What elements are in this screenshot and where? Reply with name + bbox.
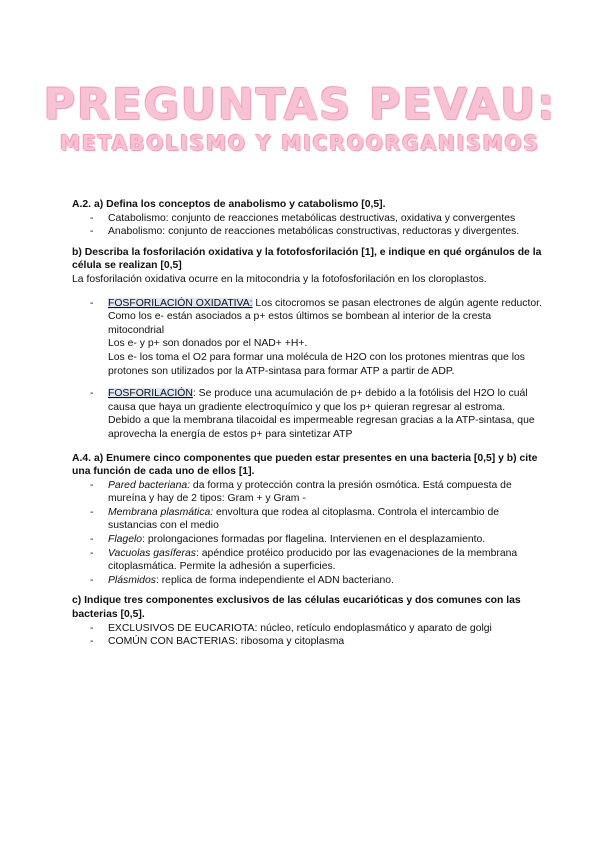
dash-bullet: -: [90, 388, 94, 400]
list-item: [72, 533, 542, 547]
list-item-text: Los citocromos se pasan electrones de algún agente reductor. Como los e- están asociados a p+ estos últimos se bombean al interior de la cresta mitocondrial: [108, 297, 542, 336]
dash-bullet: -: [90, 636, 94, 648]
document-body: [72, 198, 542, 649]
dash-bullet: -: [90, 506, 94, 518]
question-a4-list: [72, 479, 542, 588]
list-item-text: Anabolismo: conjunto de reacciones metabólicas constructivas, reductoras y divergentes.: [108, 226, 520, 238]
list-item: [72, 635, 542, 649]
question-c-eucariotas: c) Indique tres componentes exclusivos de las células eucarióticas y dos comunes con las bacterias [0,5].: [72, 595, 521, 621]
list-item-text: EXCLUSIVOS DE EUCARIOTA: núcleo, retículo endoplasmático y aparato de golgi: [108, 622, 492, 634]
list-item: [72, 506, 542, 533]
question-b-list: [72, 297, 542, 442]
question-a4: A.4. a) Enumere cinco componentes que pueden estar presentes en una bacteria [0,5] y b) cite una función de cada uno de ellos [1].: [72, 452, 538, 478]
list-item-text: : Se produce una acumulación de p+ debido a la fotólisis del H2O lo cuál causa que haya un gradiente electroquímico y que los p+ quieran regresar al estroma.: [108, 388, 528, 413]
list-item: [72, 225, 542, 239]
dash-bullet: -: [90, 226, 94, 238]
page-header: [0, 82, 600, 156]
list-item-text: Los e- los toma el O2 para formar una molécula de H2O con los protones mientras que los protones son utilizados por la ATP-sintasa para formar ATP a partir de ADP.: [108, 351, 525, 377]
question-b-fosforilacion: b) Describa la fosforilación oxidativa y la fotofosforilación [1], e indique en qué orgánulos de la célula se realizan [0,5]: [72, 246, 542, 272]
list-item: [72, 479, 542, 506]
question-a2a: A.2. a) Defina los conceptos de anabolismo y catabolismo [0,5].: [72, 199, 386, 210]
page-title: PREGUNTAS PEVAU:: [43, 80, 557, 130]
dash-bullet: -: [90, 547, 94, 559]
term-fosforilacion-oxidativa: FOSFORILACIÓN OXIDATIVA:: [108, 297, 253, 309]
list-item: [72, 387, 542, 441]
dash-bullet: -: [90, 534, 94, 546]
list-item-text: : apéndice protéico producido por las evagenaciones de la membrana citoplasmática. Permite la adhesión a superficies.: [108, 547, 518, 573]
list-item: [72, 574, 542, 588]
dash-bullet: -: [90, 212, 94, 224]
dash-bullet: -: [90, 622, 94, 634]
dash-bullet: -: [90, 574, 94, 586]
list-item: [72, 297, 542, 379]
list-item-text: Los e- y p+ son donados por el NAD+ +H+.: [108, 338, 308, 350]
term: Pared bacteriana:: [108, 479, 191, 491]
list-item-text: : replica de forma independiente el ADN bacteriano.: [155, 574, 394, 586]
list-item: [72, 622, 542, 636]
term: Vacuolas gasíferas: [108, 547, 196, 559]
page-subtitle: METABOLISMO Y MICROORGANISMOS: [60, 131, 540, 155]
list-item-text: envoltura que rodea al citoplasma. Controla el intercambio de sustancias con el medio: [108, 506, 500, 532]
list-item-text: da forma y protección contra la presión osmótica. Está compuesta de mureína y hay de 2 tipos: Gram + y Gram -: [108, 479, 512, 505]
list-item: [72, 212, 542, 226]
question-c-list: [72, 622, 542, 649]
list-item: [72, 547, 542, 574]
term: Membrana plasmática:: [108, 506, 214, 518]
question-b-intro: La fosforilación oxidativa ocurre en la mitocondria y la fotofosforilación en los cloroplastos.: [72, 273, 487, 285]
term: Flagelo: [108, 534, 143, 546]
list-item-text: Debido a que la membrana tilacoidal es impermeable regresan gracias a la ATP-sintasa, que aprovecha la energía de estos p+ para sintetizar ATP: [108, 415, 535, 440]
list-item-text: : prolongaciones formadas por flagelina. Intervienen en el desplazamiento.: [142, 534, 486, 546]
question-a2a-list: [72, 212, 542, 239]
term-fotofosforilacion: FOSFORILACIÓN: [108, 388, 193, 400]
term: Plásmidos: [108, 574, 156, 586]
dash-bullet: -: [90, 297, 94, 309]
list-item-text: COMÚN CON BACTERIAS: ribosoma y citoplasma: [108, 636, 345, 648]
dash-bullet: -: [90, 479, 94, 491]
list-item-text: Catabolismo: conjunto de reacciones metabólicas destructivas, oxidativa y convergentes: [108, 212, 516, 224]
